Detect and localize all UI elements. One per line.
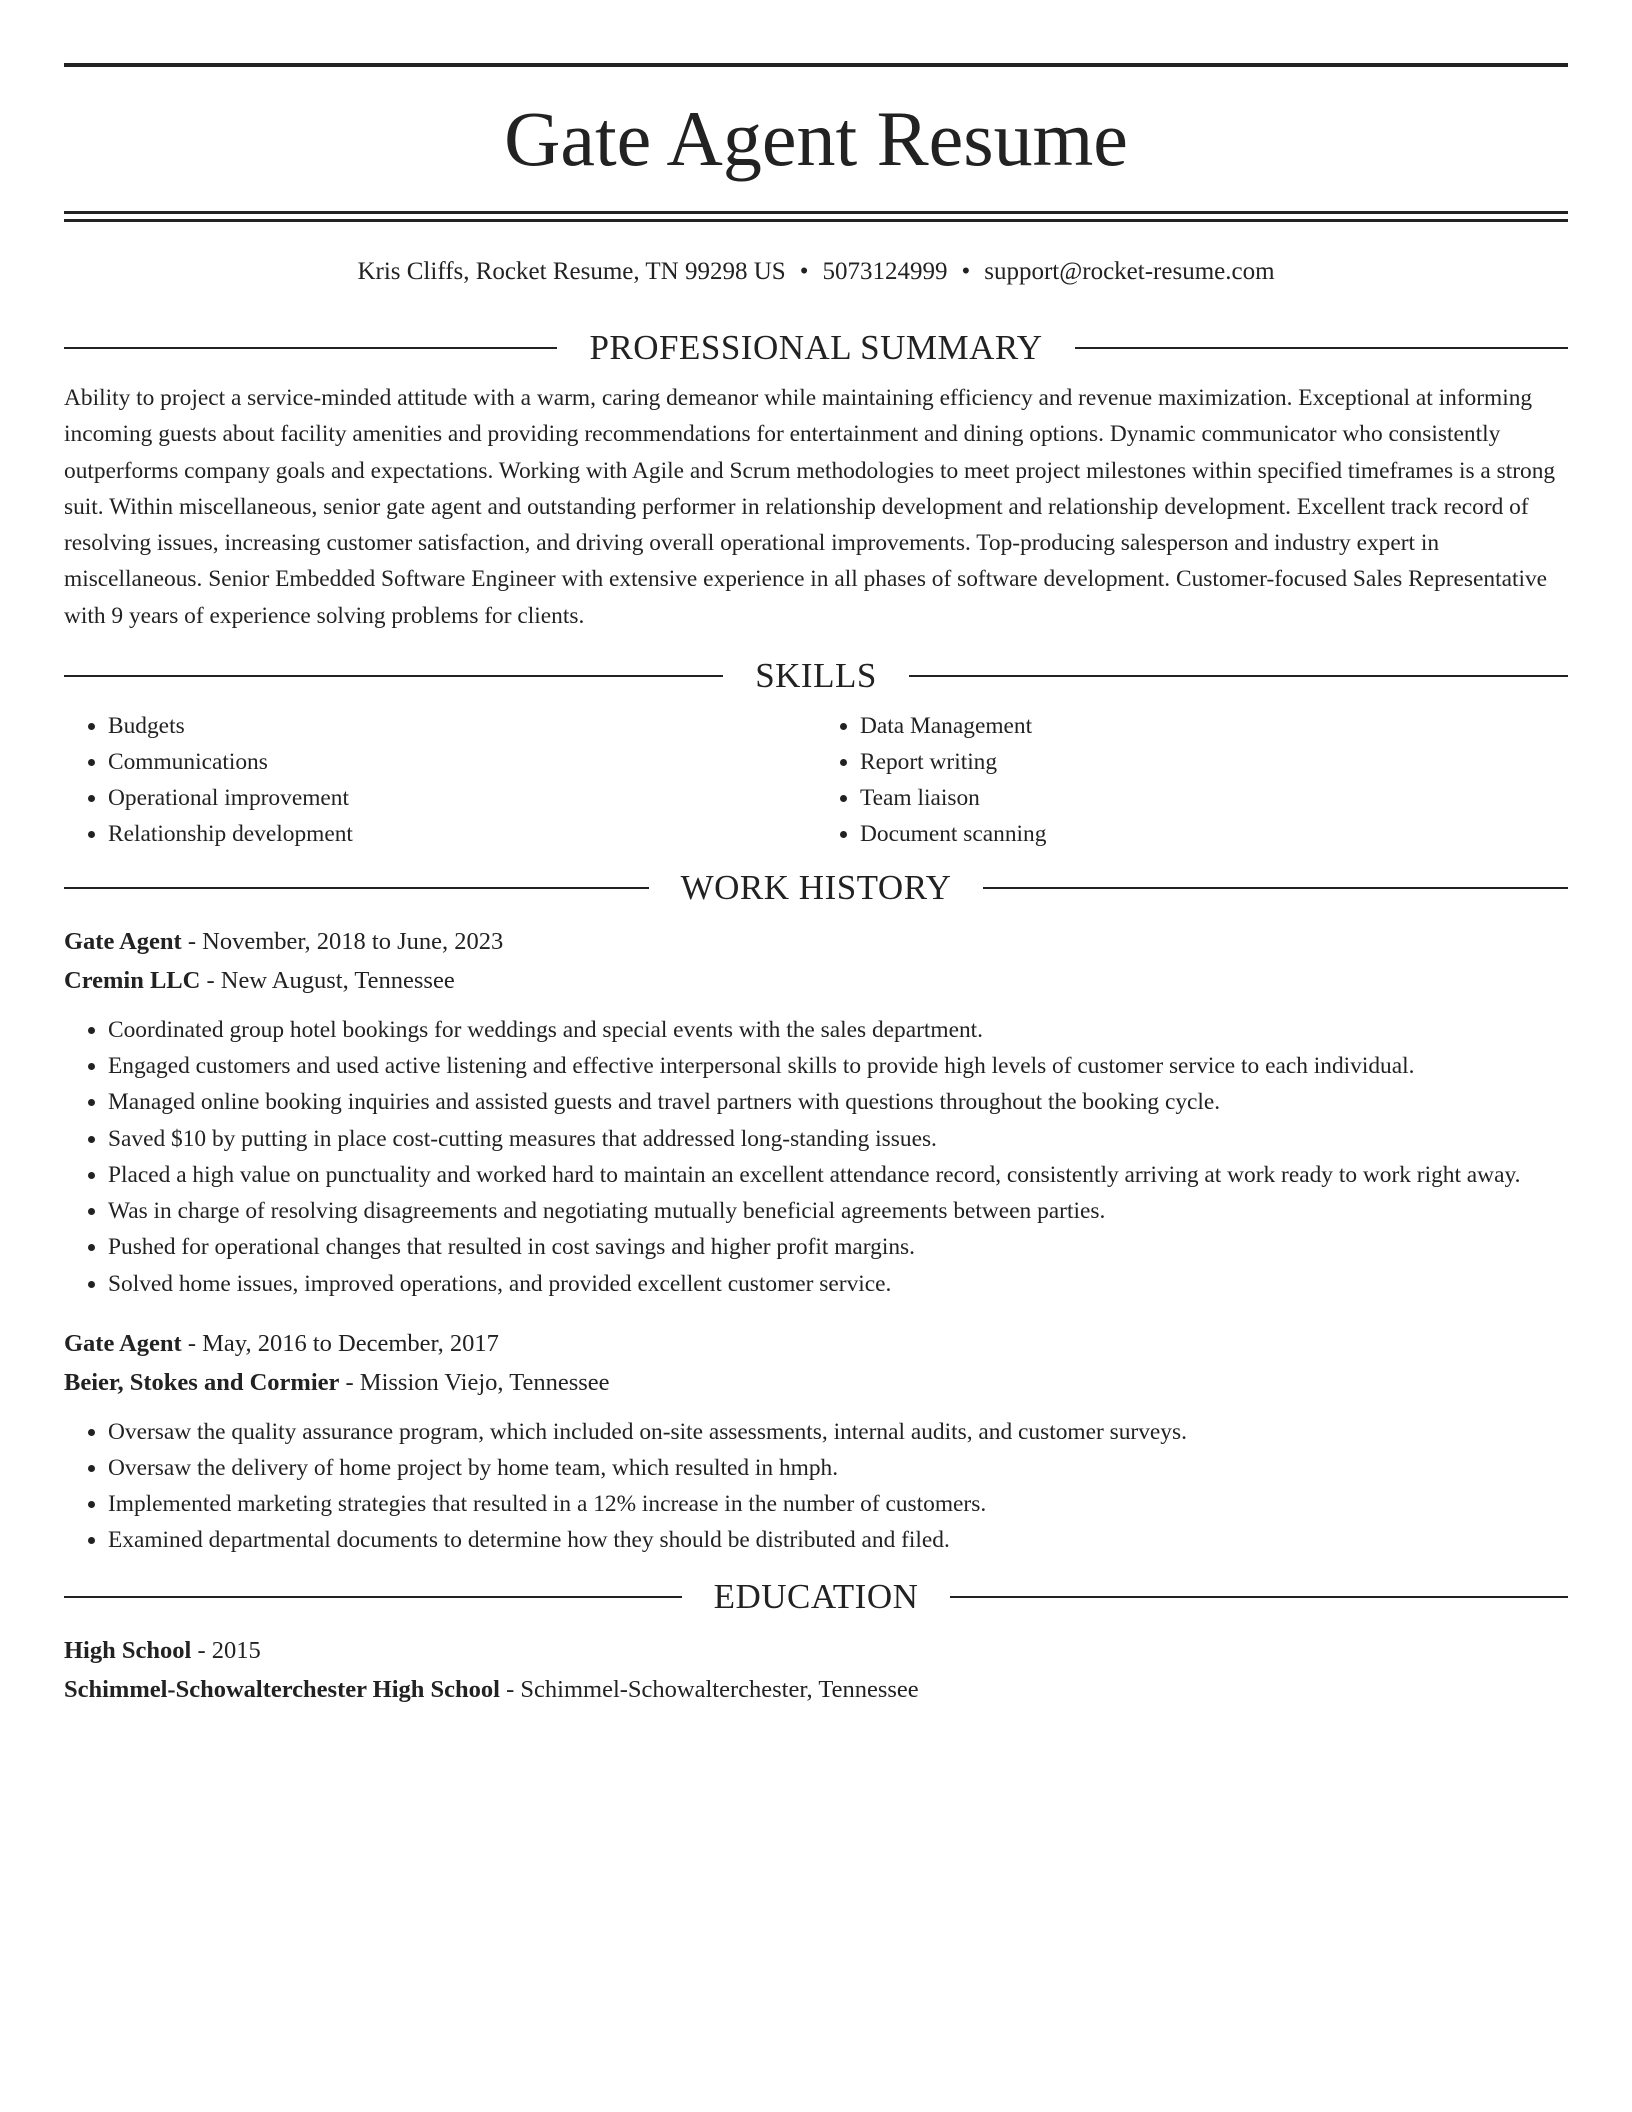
contact-line [64,256,1568,288]
section-heading-education [64,1575,1568,1619]
education-degree: High School [64,1636,192,1664]
job-location: - New August, Tennessee [200,967,455,995]
job-bullet: • Managed online booking inquiries and assisted guests and travel partners with questions throughout the booking cycle. [108,1084,1568,1120]
job-company-line [64,961,1568,1000]
job-dates: - May, 2016 to December, 2017 [181,1329,499,1357]
job-title-line [64,922,1568,961]
job-title-line [64,1324,1568,1363]
section-heading-summary [64,326,1568,370]
skills-list [64,708,1568,852]
job-bullet: • Implemented marketing strategies that resulted in a 12% increase in the number of customers. [108,1486,1568,1522]
job-company-line [64,1363,1568,1402]
job-bullet: • Coordinated group hotel bookings for weddings and special events with the sales department. [108,1012,1568,1048]
section-heading-text: EDUCATION [713,1576,919,1616]
job-bullet: • Placed a high value on punctuality and worked hard to maintain an excellent attendance record, consistently arriving at work ready to work right away. [108,1157,1568,1193]
heading-rule [1075,347,1568,349]
contact-address: Kris Cliffs, Rocket Resume, TN 99298 US [357,258,786,285]
job-bullet: • Pushed for operational changes that resulted in cost savings and higher profit margins. [108,1229,1568,1265]
education-degree-line [64,1631,1568,1670]
job-location: - Mission Viejo, Tennessee [339,1368,610,1396]
job-bullets [64,1012,1568,1302]
contact-separator: • [961,258,971,285]
job-bullet: • Oversaw the delivery of home project by home team, which resulted in hmph. [108,1450,1568,1486]
job-company: Cremin LLC [64,967,201,995]
job-entry [64,922,1568,1302]
page-title: Gate Agent Resume [504,95,1128,182]
job-bullet: • Saved $10 by putting in place cost-cutting measures that addressed long-standing issues. [108,1121,1568,1157]
education-school-line [64,1670,1568,1709]
job-bullets [64,1414,1568,1559]
section-heading-skills [64,654,1568,698]
job-bullet: • Oversaw the quality assurance program, which included on-site assessments, internal audits, and customer surveys. [108,1414,1568,1450]
job-bullet: • Examined departmental documents to determine how they should be distributed and filed. [108,1522,1568,1558]
education-school: Schimmel-Schowalterchester High School [64,1675,500,1703]
job-entry [64,1324,1568,1559]
contact-separator: • [799,258,809,285]
heading-rule [64,675,723,677]
skill-item: • Communications [108,744,816,780]
skill-item: • Team liaison [860,780,1568,816]
summary-paragraph: Ability to project a service-minded attitude with a warm, caring demeanor while maintaining efficiency and revenue maximization. Exceptional at informing incoming guests about facility amenities and providing recommendations for entertainment and dining options. Dynamic communicator who consistently outperforms company goals and expectations. Working with Agile and Scrum methodologies to meet project milestones within specified timeframes is a strong suit. Within miscellaneous, senior gate agent and outstanding performer in relationship development and relationship development. Excellent track record of resolving issues, increasing customer satisfaction, and driving overall operational improvements. Top-producing salesperson and industry expert in miscellaneous. Senior Embedded Software Engineer with extensive experience in all phases of software development. Customer-focused Sales Representative with 9 years of experience solving problems for clients. [64,385,1556,629]
section-heading-text: PROFESSIONAL SUMMARY [589,328,1043,367]
heading-rule [64,1596,682,1598]
skill-item: • Budgets [108,708,816,744]
heading-rule [909,675,1568,677]
skill-item: • Report writing [860,744,1568,780]
contact-phone: 5073124999 [822,258,948,285]
skill-item: • Relationship development [108,816,816,852]
skill-item: • Data Management [860,708,1568,744]
job-bullet: • Engaged customers and used active listening and effective interpersonal skills to provide high levels of customer service to each individual. [108,1048,1568,1084]
heading-rule [64,887,649,889]
skill-item: • Document scanning [860,816,1568,852]
job-dates: - November, 2018 to June, 2023 [181,928,504,956]
job-title: Gate Agent [64,1329,182,1357]
job-company: Beier, Stokes and Cormier [64,1368,340,1396]
job-bullet: • Solved home issues, improved operations, and provided excellent customer service. [108,1266,1568,1302]
education-year: - 2015 [191,1636,261,1664]
education-entry [64,1631,1568,1709]
job-bullet: • Was in charge of resolving disagreements and negotiating mutually beneficial agreements between parties. [108,1193,1568,1229]
heading-rule [950,1596,1568,1598]
section-heading-work-history [64,866,1568,910]
education-location: - Schimmel-Schowalterchester, Tennessee [499,1675,919,1703]
job-title: Gate Agent [64,928,182,956]
skill-item: • Operational improvement [108,780,816,816]
skills-column-right [816,708,1568,852]
title-double-rule [64,211,1568,222]
heading-rule [983,887,1568,889]
heading-rule [64,347,557,349]
skills-column-left [64,708,816,852]
contact-email: support@rocket-resume.com [984,258,1275,285]
section-heading-text: WORK HISTORY [680,868,952,908]
section-heading-text: SKILLS [755,656,877,696]
